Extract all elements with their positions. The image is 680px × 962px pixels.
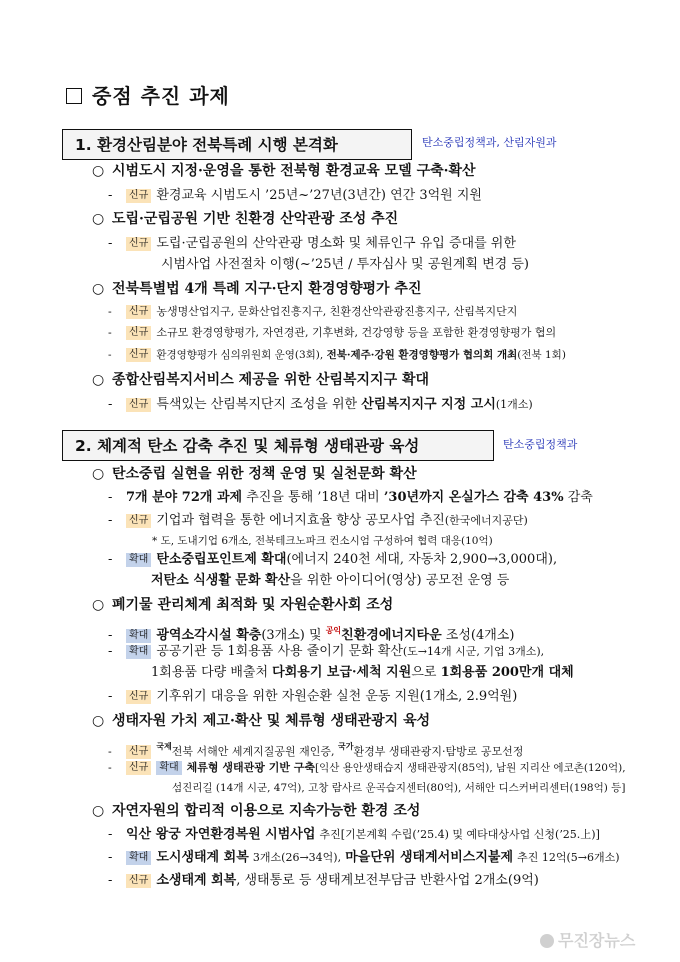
new-badge: 신규 bbox=[126, 326, 151, 340]
s2-item-3c: 섬진리길 (14개 시군, 47억), 고창 람사르 운곡습지센터(80억), 서해안 디스커버리센터(198억) 등] bbox=[172, 782, 626, 794]
s2-item-3a: - 신규 $^{국제}$전북 서해안 세계지질공원 재인증, $^{국가}$환경부 생태관광지·탐방로 공모선정 bbox=[108, 741, 524, 758]
s1-item-3b: - 신규 소규모 환경영향평가, 자연경관, 기후변화, 건강영향 등을 포함한 환경영향평가 협의 bbox=[108, 326, 557, 339]
s1-item-3c: - 신규 환경영향평가 심의위원회 운영(3회), 전북·제주·강원 환경영향평가 협의회 개최(전북 1회) bbox=[108, 349, 566, 361]
s2-item-2d: - 신규 기후위기 대응을 위한 자원순환 실천 운동 지원(1개소, 2.9억원) bbox=[108, 689, 518, 704]
expand-badge: 확대 bbox=[126, 851, 151, 865]
checkbox-square-icon bbox=[66, 88, 82, 104]
s2-item-2a: - 확대 광역소각시설 확충(3개소) 및 $^{공익}$친환경에너지타운 조성(4개소) bbox=[108, 625, 515, 643]
s2-item-3b: - 신규 확대 체류형 생태관광 기반 구축[익산 용안생태습지 생태관광지(85억), 남원 지리산 에코촌(120억), bbox=[108, 761, 626, 774]
leaf-logo-icon bbox=[540, 934, 554, 948]
new-badge: 신규 bbox=[126, 874, 151, 888]
expand-badge: 확대 bbox=[126, 553, 151, 567]
section-2-header: 2. 체계적 탄소 감축 추진 및 체류형 생태관광 육성 bbox=[62, 430, 494, 461]
section-1-header: 1. 환경산림분야 전북특례 시행 본격화 bbox=[62, 129, 412, 160]
s1-item-2a: - 신규 도립·군립공원의 산악관광 명소화 및 체류인구 유입 증대를 위한 bbox=[108, 236, 516, 251]
s2-item-2b: - 확대 공공기관 등 1회용품 사용 줄이기 문화 확산(도→14개 시군, 기업 3개소), bbox=[108, 644, 545, 659]
new-badge: 신규 bbox=[126, 189, 151, 203]
s1-item-3: ○ 전북특별법 4개 특례 지구·단지 환경영향평가 추진 bbox=[92, 281, 422, 297]
s2-item-3: ○ 생태자원 가치 제고·확산 및 체류형 생태관광지 육성 bbox=[92, 713, 431, 729]
new-badge: 신규 bbox=[126, 745, 151, 759]
s2-item-1e: 저탄소 식생활 문화 확산을 위한 아이디어(영상) 공모전 운영 등 bbox=[151, 573, 510, 588]
s2-item-1a: - 7개 분야 72개 과제 추진을 통해 ’18년 대비 ’30년까지 온실가스 감축 43% 감축 bbox=[108, 490, 593, 505]
page-title: 중점 추진 과제 bbox=[66, 80, 230, 109]
s1-item-1a: - 신규 환경교육 시범도시 ’25년~’27년(3년간) 연간 3억원 지원 bbox=[108, 188, 482, 203]
expand-badge: 확대 bbox=[126, 645, 151, 659]
s1-item-4: ○ 종합산림복지서비스 제공을 위한 산림복지지구 확대 bbox=[92, 372, 430, 388]
expand-badge: 확대 bbox=[126, 629, 151, 643]
s2-item-4b: - 확대 도시생태계 회복 3개소(26→34억), 마을단위 생태계서비스지불제 추진 12억(5→6개소) bbox=[108, 850, 620, 865]
section-1-dept: 탄소중립정책과, 산림자원과 bbox=[422, 136, 557, 149]
s2-item-1b: - 신규 기업과 협력을 통한 에너지효율 향상 공모사업 추진(한국에너지공단) bbox=[108, 513, 528, 528]
s2-item-4a: - 익산 왕궁 자연환경복원 시범사업 추진[기본계획 수립(’25.4) 및 예타대상사업 신청(’25.上)] bbox=[108, 827, 600, 842]
s2-item-4: ○ 자연자원의 합리적 이용으로 지속가능한 환경 조성 bbox=[92, 803, 421, 819]
new-badge: 신규 bbox=[126, 348, 151, 362]
new-badge: 신규 bbox=[126, 514, 151, 528]
s2-item-1d: - 확대 탄소중립포인트제 확대(에너지 240천 세대, 자동차 2,900→3,000대), bbox=[108, 552, 558, 567]
s1-item-2b: 시범사업 사전절차 이행(~’25년 / 투자심사 및 공원계획 변경 등) bbox=[161, 257, 529, 272]
expand-badge: 확대 bbox=[156, 761, 181, 775]
s1-item-4a: - 신규 특색있는 산림복지단지 조성을 위한 산림복지지구 지정 고시(1개소) bbox=[108, 397, 533, 412]
s2-item-2: ○ 폐기물 관리체계 최적화 및 자원순환사회 조성 bbox=[92, 597, 394, 613]
s2-item-1c: * 도, 도내기업 6개소, 전북테크노파크 컨소시엄 구성하여 협력 대응(10억) bbox=[152, 535, 493, 547]
new-badge: 신규 bbox=[126, 398, 151, 412]
section-2-dept: 탄소중립정책과 bbox=[503, 438, 578, 451]
s1-item-1: ○ 시범도시 지정·운영을 통한 전북형 환경교육 모델 구축·확산 bbox=[92, 163, 476, 179]
new-badge: 신규 bbox=[126, 690, 151, 704]
new-badge: 신규 bbox=[126, 305, 151, 319]
new-badge: 신규 bbox=[126, 761, 151, 775]
s1-item-3a: - 신규 농생명산업지구, 문화산업진흥지구, 친환경산악관광진흥지구, 산림복지단지 bbox=[108, 305, 518, 318]
s1-item-2: ○ 도립·군립공원 기반 친환경 산악관광 조성 추진 bbox=[92, 211, 399, 227]
watermark-logo: 무진장뉴스 bbox=[540, 928, 635, 951]
new-badge: 신규 bbox=[126, 237, 151, 251]
s2-item-4c: - 신규 소생태계 회복, 생태통로 등 생태계보전부담금 반환사업 2개소(9억) bbox=[108, 873, 539, 888]
s2-item-1: ○ 탄소중립 실현을 위한 정책 운영 및 실천문화 확산 bbox=[92, 466, 417, 482]
s2-item-2c: 1회용품 다량 배출처 다회용기 보급·세척 지원으로 1회용품 200만개 대체 bbox=[151, 665, 574, 680]
